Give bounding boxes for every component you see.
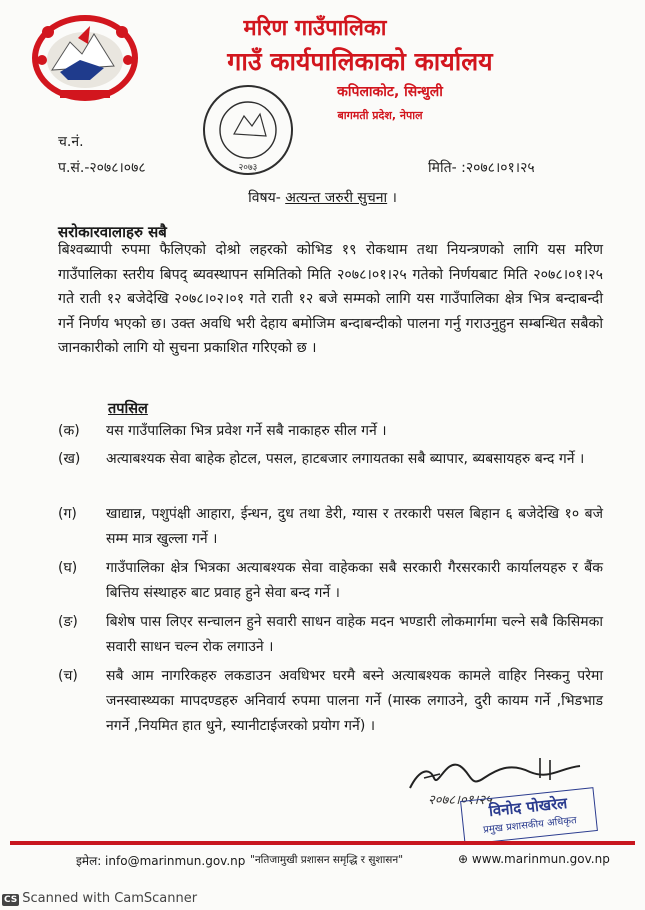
province-line: बागमती प्रदेश, नेपाल: [337, 109, 423, 122]
footer-slogan: "नतिजामुखी प्रशासन समृद्धि र सुशासन": [250, 854, 404, 866]
list-item: [58, 419, 603, 444]
footer-email[interactable]: इमेल: info@marinmun.gov.np: [76, 854, 246, 868]
office-address: कपिलाकोट, सिन्धुली: [337, 84, 443, 100]
camscanner-watermark: [2, 891, 197, 906]
list-item-marker: (च): [58, 668, 78, 684]
subject-line: [0, 188, 645, 207]
list-item: [58, 447, 603, 472]
list-item-text: बिशेष पास लिएर सन्चालन हुने सवारी साधन वाहेक मदन भण्डारी लोकमार्गमा चल्ने सबै किसिमका सवारी साधन चल्न रोक लगाउने ।: [106, 614, 603, 655]
municipality-name: मरिण गाउँपालिका: [243, 16, 387, 41]
list-item-marker: (ङ): [58, 614, 78, 630]
ch-number: च.नं.: [58, 134, 84, 150]
list-item-marker: (क): [58, 423, 80, 439]
list-item: [58, 502, 603, 552]
camscanner-logo-icon: CS: [4, 895, 18, 905]
footer-website-text: www.marinmun.gov.np: [471, 852, 610, 866]
signature-date: २०७८।०१।२५: [428, 793, 492, 808]
nepal-emblem-logo: [30, 8, 140, 102]
pa-number: प.सं.-२०७८।०७८: [58, 160, 146, 176]
list-item-text: सबै आम नागरिकहरु लकडाउन अवधिभर घरमै बस्ने अत्याबश्यक कामले वाहिर निस्कनु परेमा जनस्वास्थ्यका मापदण्डहरु अनिवार्य रुपमा पालना गर्ने (मास्क लगाउने, दुरी कायम गर्ने ,भिडभाड नगर्ने ,नियमित हात धुने, स्यानीटाईजरको प्रयोग गर्ने) ।: [106, 668, 603, 734]
office-name: गाउँ कार्यपालिकाको कार्यालय: [227, 47, 493, 76]
subject-label: विषय-: [248, 190, 281, 206]
list-item: [58, 610, 603, 660]
camscanner-text: Scanned with CamScanner: [22, 891, 198, 906]
list-item-text: खाद्यान्न, पशुपंक्षी आहारा, ईन्धन, दुध तथा डेरी, ग्यास र तरकारी पसल बिहान ६ बजेदेखि १० बजे सम्म मात्र खुल्ला गर्ने ।: [106, 506, 603, 547]
subject-end: ।: [391, 190, 397, 206]
footer-website[interactable]: [458, 852, 610, 866]
footer-divider: [10, 841, 635, 845]
letter-date: मिति- :२०७८।०१।२५: [428, 160, 535, 176]
list-item-marker: (घ): [58, 560, 78, 576]
stamp-year: २०७३: [238, 163, 258, 173]
salutation: सरोकारवालाहरु सबै: [58, 223, 167, 241]
notice-body-paragraph: बिश्वब्यापी रुपमा फैलिएको दोश्रो लहरको कोभिड १९ रोकथाम तथा नियन्त्रणको लागि यस मरिण गाउँपालिका स्तरीय बिपद् ब्यवस्थापन समितिको मिति २०७८।०१।२५ गतेको निर्णयबाट मिति २०७८।०१।२५ गते राती १२ बजेदेखि २०७८।०२।०१ गते राती १२ बजे सम्मको लागि यस गाउँपालिका क्षेत्र भित्र बन्दाबन्दी गर्ने निर्णय भएको छ। उक्त अवधि भरी देहाय बमोजिम बन्दाबन्दीको पालना गर्नु गराउनुहुन सम्बन्धित सबैको जानकारीको लागि यो सुचना प्रकाशित गरिएको छ ।: [58, 242, 603, 357]
list-item-text: यस गाउँपालिका भित्र प्रवेश गर्ने सबै नाकाहरु सील गर्ने ।: [106, 423, 387, 439]
list-item-text: अत्याबश्यक सेवा बाहेक होटल, पसल, हाटबजार लगायतका सबै ब्यापार, ब्यबसायहरु बन्द गर्ने ।: [106, 451, 585, 467]
office-round-stamp: [198, 82, 298, 178]
list-heading: तपसिल: [108, 401, 148, 417]
subject-text: अत्यन्त जरुरी सुचना: [285, 190, 388, 206]
officer-name: विनोद पोखरेल: [488, 793, 569, 821]
list-item-marker: (ख): [58, 451, 81, 467]
globe-icon: ⊕: [458, 852, 469, 866]
list-item: [58, 664, 603, 739]
list-item-marker: (ग): [58, 506, 77, 522]
list-item: [58, 556, 603, 606]
list-item-text: गाउँपालिका क्षेत्र भित्रका अत्याबश्यक सेवा वाहेकका सबै सरकारी गैरसरकारी कार्यालयहरु र बैंक बित्तिय संस्थाहरु बाट प्रवाह हुने सेवा बन्द गर्ने ।: [106, 560, 603, 601]
officer-designation: प्रमुख प्रशासकीय अधिकृत: [482, 815, 578, 836]
